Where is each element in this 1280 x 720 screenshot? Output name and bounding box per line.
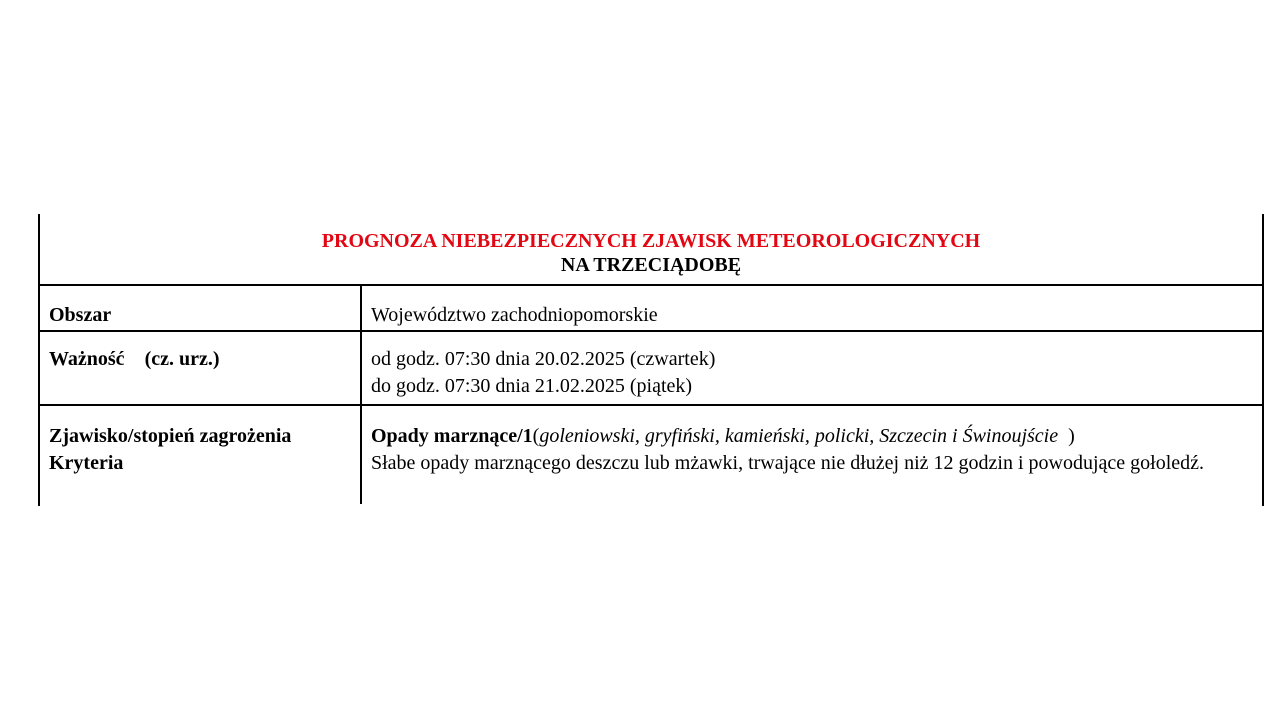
- warning-document-table: [38, 214, 1264, 506]
- phenomenon-value: [362, 406, 1262, 504]
- validity-label-note: (cz. urz.): [144, 348, 220, 370]
- row-validity: [40, 332, 1262, 406]
- row-area: [40, 286, 1262, 332]
- phenomenon-heading: [371, 423, 1262, 450]
- title-line-2: NA TRZECIĄDOBĘ: [560, 254, 742, 276]
- area-value: Województwo zachodniopomorskie: [371, 304, 658, 326]
- phenomenon-name: Opady marznące/1: [371, 425, 533, 447]
- phenomenon-label: [40, 406, 362, 504]
- validity-value: [362, 332, 1262, 404]
- area-label: Obszar: [40, 286, 362, 330]
- counties-close-paren: ): [1058, 425, 1075, 447]
- validity-label: [40, 332, 362, 404]
- validity-label-main: Ważność: [49, 348, 125, 370]
- counties-open-paren: (: [532, 425, 540, 447]
- row-phenomenon: [40, 406, 1262, 504]
- validity-from: od godz. 07:30 dnia 20.02.2025 (czwartek): [371, 348, 716, 370]
- phenomenon-counties: goleniowski, gryfiński, kamieński, policki, Szczecin i Świnoujście: [539, 425, 1059, 447]
- phenomenon-label-line-1: Zjawisko/stopień zagrożenia: [49, 425, 292, 447]
- document-title: [40, 214, 1262, 286]
- title-line-1: PROGNOZA NIEBEZPIECZNYCH ZJAWISK METEOROLOGICZNYCH: [321, 230, 981, 252]
- phenomenon-criteria: Słabe opady marznącego deszczu lub mżawki, trwające nie dłużej niż 12 godzin i powodujące gołoledź.: [371, 452, 1205, 474]
- validity-to: do godz. 07:30 dnia 21.02.2025 (piątek): [371, 375, 693, 397]
- phenomenon-label-line-2: Kryteria: [49, 452, 124, 474]
